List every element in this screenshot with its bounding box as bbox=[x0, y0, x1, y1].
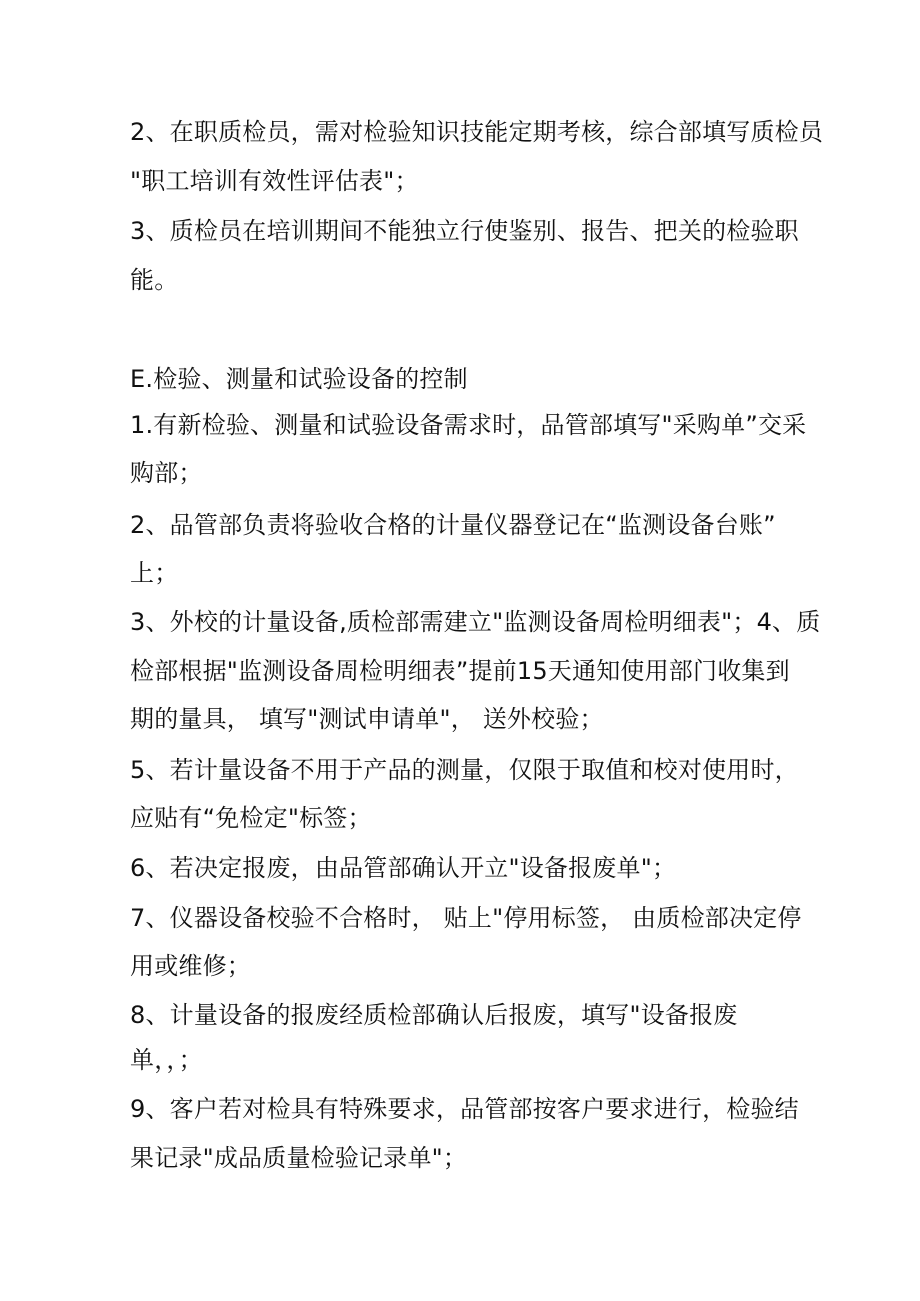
paragraph-line: 8、计量设备的报废经质检部确认后报废，填写"设备报废 bbox=[130, 1001, 738, 1029]
paragraph-line: 1.有新检验、测量和试验设备需求时，品管部填写"采购单”交采 bbox=[130, 411, 807, 439]
paragraph-line: 2、品管部负责将验收合格的计量仪器登记在“监测设备台账” bbox=[130, 511, 776, 539]
paragraph-line: 应贴有“免检定"标签； bbox=[130, 804, 372, 832]
paragraph-line: 3、质检员在培训期间不能独立行使鉴别、报告、把关的检验职 bbox=[130, 217, 799, 245]
paragraph-line: 果记录"成品质量检验记录单"； bbox=[130, 1144, 468, 1172]
paragraph-line: 3、外校的计量设备,质检部需建立"监测设备周检明细表"；4、质 bbox=[130, 608, 821, 636]
paragraph-line: 检部根据"监测设备周检明细表”提前15天通知使用部门收集到 bbox=[130, 657, 790, 685]
paragraph-line: 2、在职质检员，需对检验知识技能定期考核，综合部填写质检员 bbox=[130, 118, 824, 146]
paragraph-line: 能。 bbox=[130, 266, 179, 294]
paragraph-line: 用或维修； bbox=[130, 952, 251, 980]
section-heading: E.检验、测量和试验设备的控制 bbox=[130, 365, 468, 393]
paragraph-line: 期的量具， 填写"测试申请单"， 送外校验； bbox=[130, 705, 604, 733]
paragraph-line: 9、客户若对检具有特殊要求，品管部按客户要求进行，检验结 bbox=[130, 1095, 799, 1123]
paragraph-line: 6、若决定报废，由品管部确认开立"设备报废单"； bbox=[130, 854, 677, 882]
paragraph-line: 单，，； bbox=[130, 1046, 203, 1074]
paragraph-line: 购部； bbox=[130, 459, 203, 487]
paragraph-line: 上； bbox=[130, 559, 179, 587]
paragraph-line: 5、若计量设备不用于产品的测量，仅限于取值和校对使用时， bbox=[130, 756, 799, 784]
paragraph-line: 7、仪器设备校验不合格时， 贴上"停用标签， 由质检部决定停 bbox=[130, 904, 802, 932]
paragraph-line: "职工培训有效性评估表"； bbox=[130, 167, 419, 195]
